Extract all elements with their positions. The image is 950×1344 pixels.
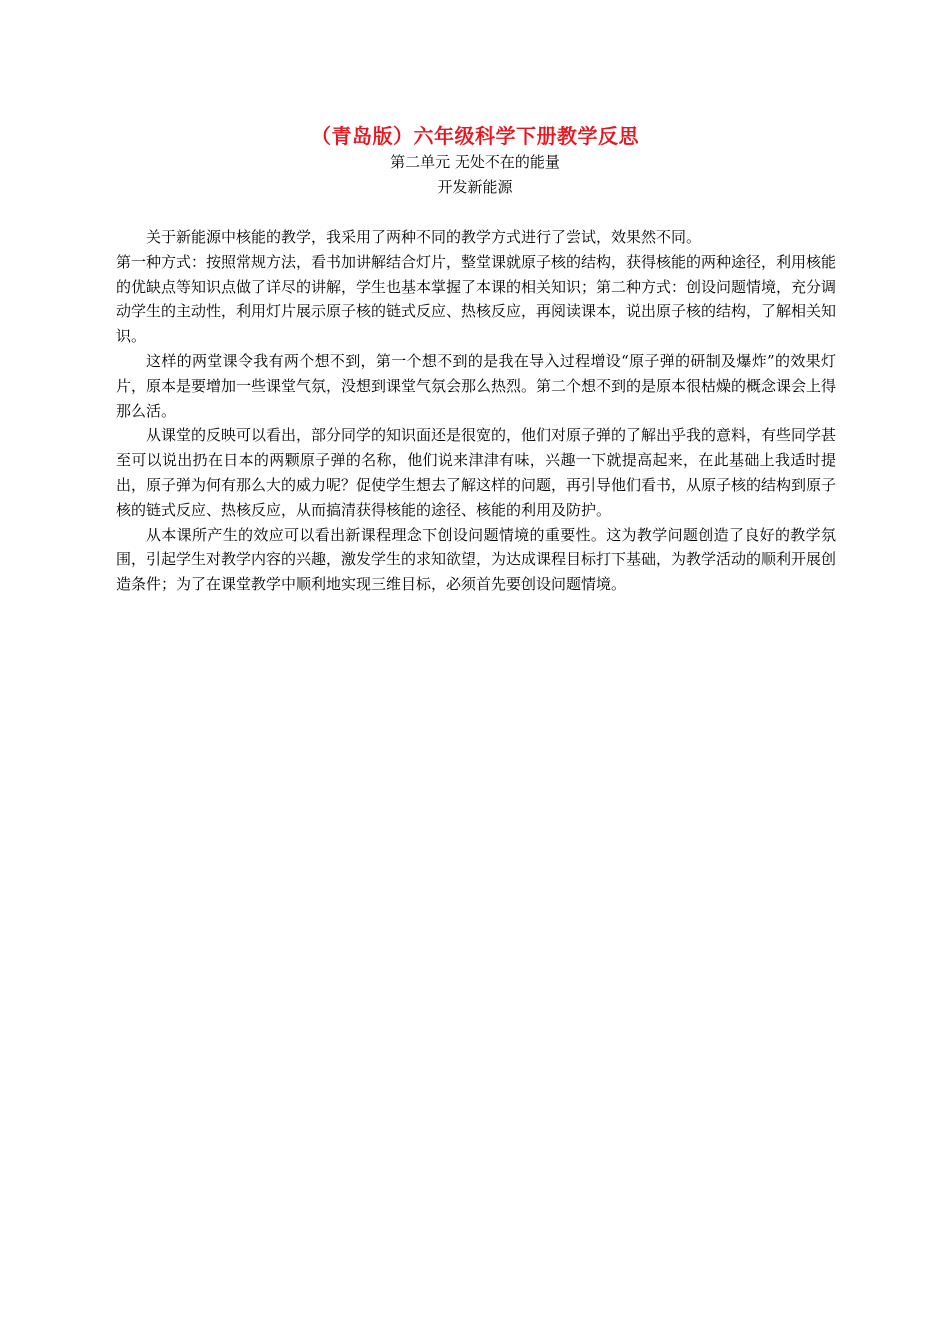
document-body bbox=[116, 225, 836, 597]
document-title: （青岛版）六年级科学下册教学反思 bbox=[311, 124, 639, 148]
paragraph-intro: 关于新能源中核能的教学，我采用了两种不同的教学方式进行了尝试，效果然不同。 bbox=[146, 228, 702, 246]
paragraph-conclusion: 从本课所产生的效应可以看出新课程理念下创设问题情境的重要性。这为教学问题创造了良好的教学氛围，引起学生对教学内容的兴趣，激发学生的求知欲望，为达成课程目标打下基础，为教学活动的顺利开展创造条件；为了在课堂教学中顺利地实现三维目标，必须首先要创设问题情境。 bbox=[116, 525, 837, 594]
paragraph-methods: 第一种方式：按照常规方法，看书加讲解结合灯片，整堂课就原子核的结构，获得核能的两种途径，利用核能的优缺点等知识点做了详尽的讲解，学生也基本掌握了本课的相关知识；第二种方式：创设问题情境，充分调动学生的主动性，利用灯片展示原子核的链式反应、热核反应，再阅读课本，说出原子核的结构，了解相关知识。 bbox=[116, 252, 837, 346]
lesson-heading: 开发新能源 bbox=[437, 178, 513, 196]
paragraph-surprises: 这样的两堂课令我有两个想不到，第一个想不到的是我在导入过程增设“原子弹的研制及爆炸”的效果灯片，原本是要增加一些课堂气氛，没想到课堂气氛会那么热烈。第二个想不到的是原本很枯燥的概念课会上得那么活。 bbox=[116, 351, 837, 420]
unit-heading: 第二单元 无处不在的能量 bbox=[390, 153, 560, 171]
paragraph-feedback: 从课堂的反映可以看出，部分同学的知识面还是很宽的，他们对原子弹的了解出乎我的意料，有些同学甚至可以说出扔在日本的两颗原子弹的名称，他们说来津津有味，兴趣一下就提高起来，在此基础上我适时提出，原子弹为何有那么大的威力呢？促使学生想去了解这样的问题，再引导他们看书，从原子核的结构到原子核的链式反应、热核反应，从而搞清获得核能的途径、核能的利用及防护。 bbox=[116, 426, 837, 519]
